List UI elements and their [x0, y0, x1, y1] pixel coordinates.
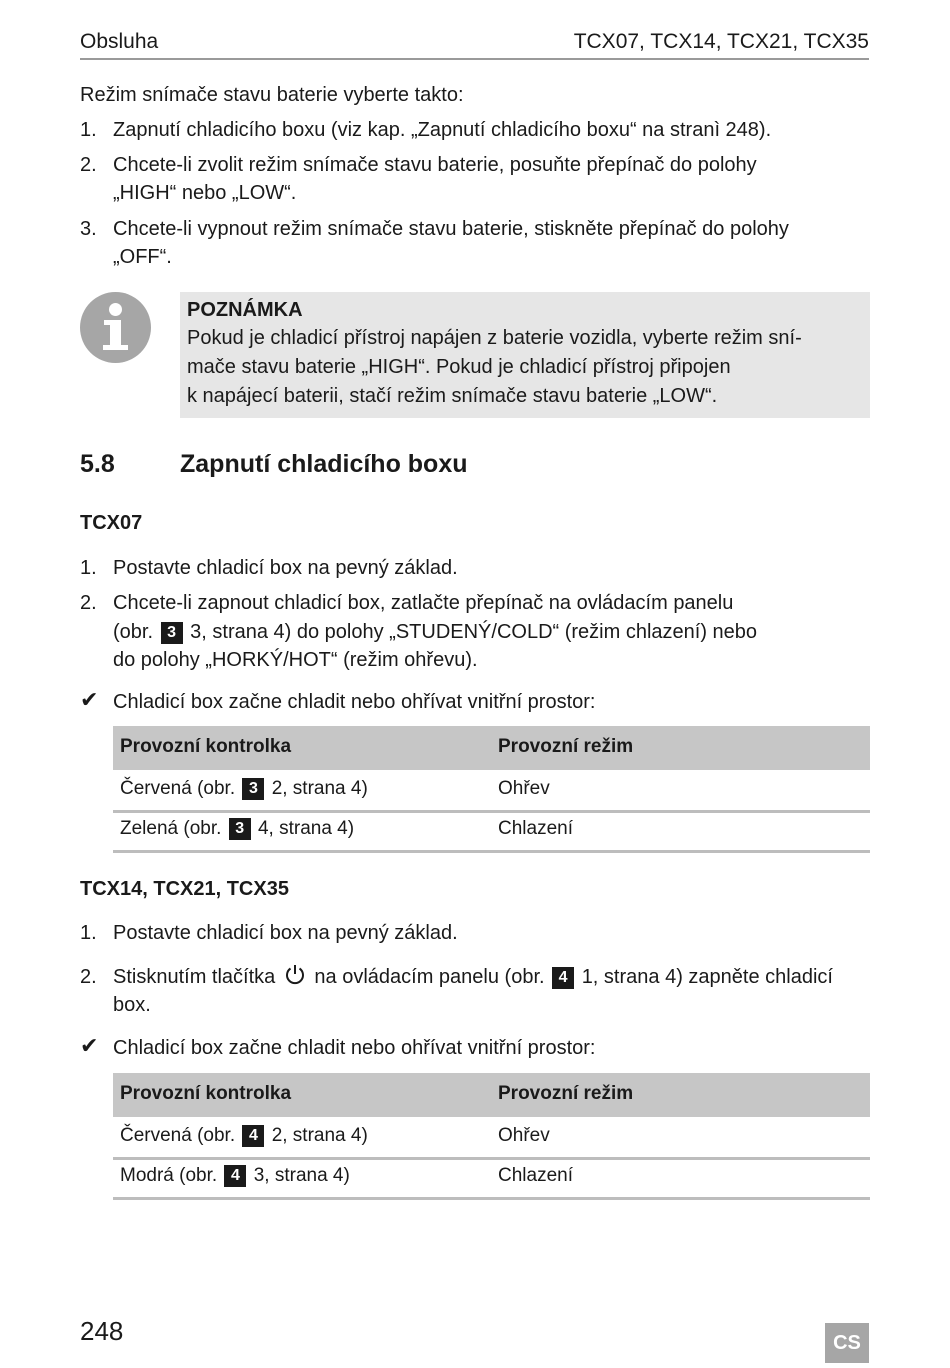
header-models-label: TCX07, TCX14, TCX21, TCX35: [573, 30, 869, 53]
list-number: 2.: [80, 966, 97, 988]
list-text: [113, 963, 870, 991]
list-text: do polohy „HORKÝ/HOT“ (režim ohřevu).: [113, 649, 478, 671]
table-cell: [120, 1165, 350, 1187]
info-icon: [80, 292, 151, 363]
note-box: [180, 292, 870, 418]
cell-text: Modrá (obr.: [120, 1165, 218, 1186]
list-text: Postavte chladicí box na pevný základ.: [113, 922, 458, 944]
step-text: na ovládacím panelu (obr.: [314, 966, 545, 988]
page-number: 248: [80, 1316, 124, 1346]
cell-text: 4, strana 4): [257, 818, 355, 839]
power-icon: [284, 963, 306, 987]
list-number: 1.: [80, 557, 97, 579]
cell-text: Červená (obr.: [120, 1125, 236, 1146]
list-number: 3.: [80, 218, 97, 240]
list-number: 2.: [80, 592, 97, 614]
cell-text: Červená (obr.: [120, 778, 236, 799]
header-section-label: Obsluha: [80, 30, 159, 53]
page-header: [80, 30, 869, 60]
table-cell: Chlazení: [498, 818, 573, 839]
list-text: Chcete-li zapnout chladicí box, zatlačte přepínač na ovládacím panelu: [113, 592, 734, 614]
figure-badge: 3: [161, 622, 183, 644]
table-cell: Ohřev: [498, 778, 550, 799]
figure-badge: 4: [224, 1165, 246, 1187]
list-text: „HIGH“ nebo „LOW“.: [113, 182, 297, 204]
list-number: 1.: [80, 119, 97, 141]
list-number: 1.: [80, 922, 97, 944]
cell-text: Zelená (obr.: [120, 818, 222, 839]
result-text: Chladicí box začne chladit nebo ohřívat vnitřní prostor:: [113, 1037, 596, 1059]
figure-ref-prefix: (obr.: [113, 621, 154, 643]
subsection-heading: TCX07: [80, 512, 143, 534]
figure-badge: 4: [552, 967, 574, 989]
figure-ref-suffix: 3, strana 4) do polohy „STUDENÝ/COLD“ (režim chlazení) nebo: [190, 621, 758, 643]
table-row: [113, 770, 870, 813]
cell-text: 2, strana 4): [271, 778, 368, 799]
cell-text: 2, strana 4): [271, 1125, 368, 1146]
section-title: Zapnutí chladicího boxu: [180, 450, 468, 478]
figure-badge: 3: [242, 778, 264, 800]
table-header: [113, 1073, 870, 1117]
list-text: Postavte chladicí box na pevný základ.: [113, 557, 458, 579]
step-text: Stisknutím tlačítka: [113, 966, 276, 988]
language-badge: CS: [825, 1323, 869, 1363]
table-cell: Ohřev: [498, 1125, 550, 1146]
checkmark-icon: ✔: [80, 1033, 99, 1058]
subsection-heading: TCX14, TCX21, TCX35: [80, 878, 289, 900]
list-text: Zapnutí chladicího boxu (viz kap. „Zapnutí chladicího boxu“ na stranì 248).: [113, 119, 772, 141]
list-text: [113, 618, 870, 646]
note-text: k napájecí baterii, stačí režim snímače stavu baterie „LOW“.: [187, 385, 718, 407]
checkmark-icon: ✔: [80, 687, 99, 712]
table-cell: [120, 1125, 368, 1147]
column-header: Provozní kontrolka: [120, 736, 292, 757]
note-title: POZNÁMKA: [187, 299, 303, 321]
result-text: Chladicí box začne chladit nebo ohřívat vnitřní prostor:: [113, 691, 596, 713]
column-header: Provozní režim: [498, 736, 634, 757]
column-header: Provozní režim: [498, 1083, 634, 1104]
figure-badge: 4: [242, 1125, 264, 1147]
table-row: [113, 810, 870, 853]
list-number: 2.: [80, 154, 97, 176]
table-row: [113, 1117, 870, 1160]
table-header: [113, 726, 870, 770]
list-text: „OFF“.: [113, 246, 172, 268]
table-cell: [120, 818, 354, 840]
table-cell: Chlazení: [498, 1165, 573, 1186]
intro-text: Režim snímače stavu baterie vyberte takto:: [80, 84, 464, 106]
cell-text: 3, strana 4): [253, 1165, 350, 1186]
table-row: [113, 1157, 870, 1200]
figure-badge: 3: [229, 818, 251, 840]
column-header: Provozní kontrolka: [120, 1083, 292, 1104]
note-text: mače stavu baterie „HIGH“. Pokud je chladicí přístroj připojen: [187, 356, 731, 378]
list-text: box.: [113, 994, 151, 1016]
step-text: 1, strana 4) zapněte chladicí: [581, 966, 833, 988]
section-number: 5.8: [80, 450, 115, 478]
note-text: Pokud je chladicí přístroj napájen z baterie vozidla, vyberte režim sní-: [187, 327, 802, 349]
list-text: Chcete-li zvolit režim snímače stavu baterie, posuňte přepínač do polohy: [113, 154, 757, 176]
list-text: Chcete-li vypnout režim snímače stavu baterie, stiskněte přepínač do polohy: [113, 218, 789, 240]
table-cell: [120, 778, 368, 800]
